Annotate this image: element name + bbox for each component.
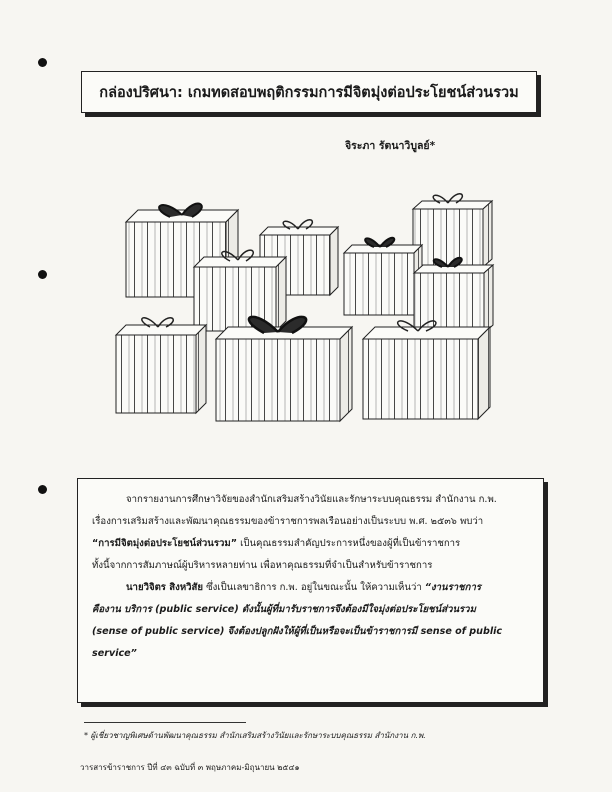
footnote: * ผู้เชี่ยวชาญพิเศษด้านพัฒนาคุณธรรม สำนักเสริมสร้างวินัยและรักษาระบบคุณธรรม สำนักงาน ก.พ. [84,731,426,740]
paragraph-2-line-4: service” [92,648,137,659]
paragraph-2-line-2: คืองาน บริการ (public service) ดังนั้นผู้ที่มารับราชการจึงต้องมีใจมุ่งต่อประโยชน์ส่วนรวม [92,604,476,615]
footnote-divider [84,722,246,723]
gift-box-5 [344,238,422,315]
author-name: จิระภา รัตนาวิบูลย์* [345,140,436,152]
gift-boxes-illustration [108,177,512,435]
paragraph-2 [92,577,531,665]
paragraph-2-line-3: (sense of public service) จึงต้องปลูกฝังให้ผู้ที่เป็นหรือจะเป็นข้าราชการมี sense of public [92,626,503,637]
journal-footer: วารสารข้าราชการ ปีที่ ๔๓ ฉบับที่ ๓ พฤษภาคม-มิถุนายน ๒๕๔๑ [80,763,300,772]
paragraph-1-line-1: จากรายงานการศึกษาวิจัยของสำนักเสริมสร้างวินัยและรักษาระบบคุณธรรม สำนักงาน ก.พ. [126,494,497,505]
binder-hole-bottom [38,485,47,494]
public-interest-quote: “การมีจิตมุ่งต่อประโยชน์ส่วนรวม” [92,538,238,549]
binder-hole-middle [38,270,47,279]
gift-box-7 [116,318,206,413]
paragraph-1 [92,489,531,577]
intro-text-box [77,478,544,703]
gift-box-3 [413,194,492,267]
gift-box-9 [363,321,490,419]
article-title: กล่องปริศนา: เกมทดสอบพฤติกรรมการมีจิตมุ่งต่อประโยชน์ส่วนรวม [99,84,519,101]
binder-hole-top [38,58,47,67]
paragraph-1-line-2: เรื่องการเสริมสร้างและพัฒนาคุณธรรมของข้าราชการพลเรือนอย่างเป็นระบบ พ.ศ. ๒๕๓๖ พบว่า [92,516,484,527]
paragraph-1-line-3-rest: เป็นคุณธรรมสำคัญประการหนึ่งของผู้ที่เป็นข้าราชการ [240,538,461,549]
gift-box-4 [194,250,286,331]
paragraph-2-quote-start: “งานราชการ [424,582,482,593]
person-name: นายวิจิตร สิงหวิสัย [126,582,204,593]
paragraph-1-line-4: ทั้งนี้จากการสัมภาษณ์ผู้บริหารหลายท่าน เพื่อหาคุณธรรมที่จำเป็นสำหรับข้าราชการ [92,560,433,571]
gift-box-6 [414,258,493,333]
paragraph-2-line-1-rest: ซึ่งเป็นเลขาธิการ ก.พ. อยู่ในขณะนั้น ให้ความเห็นว่า [206,582,422,593]
paragraph-2-line-1 [92,577,531,599]
gift-box-8 [216,317,352,421]
paragraph-1-line-3 [92,533,531,555]
title-box [81,71,537,113]
